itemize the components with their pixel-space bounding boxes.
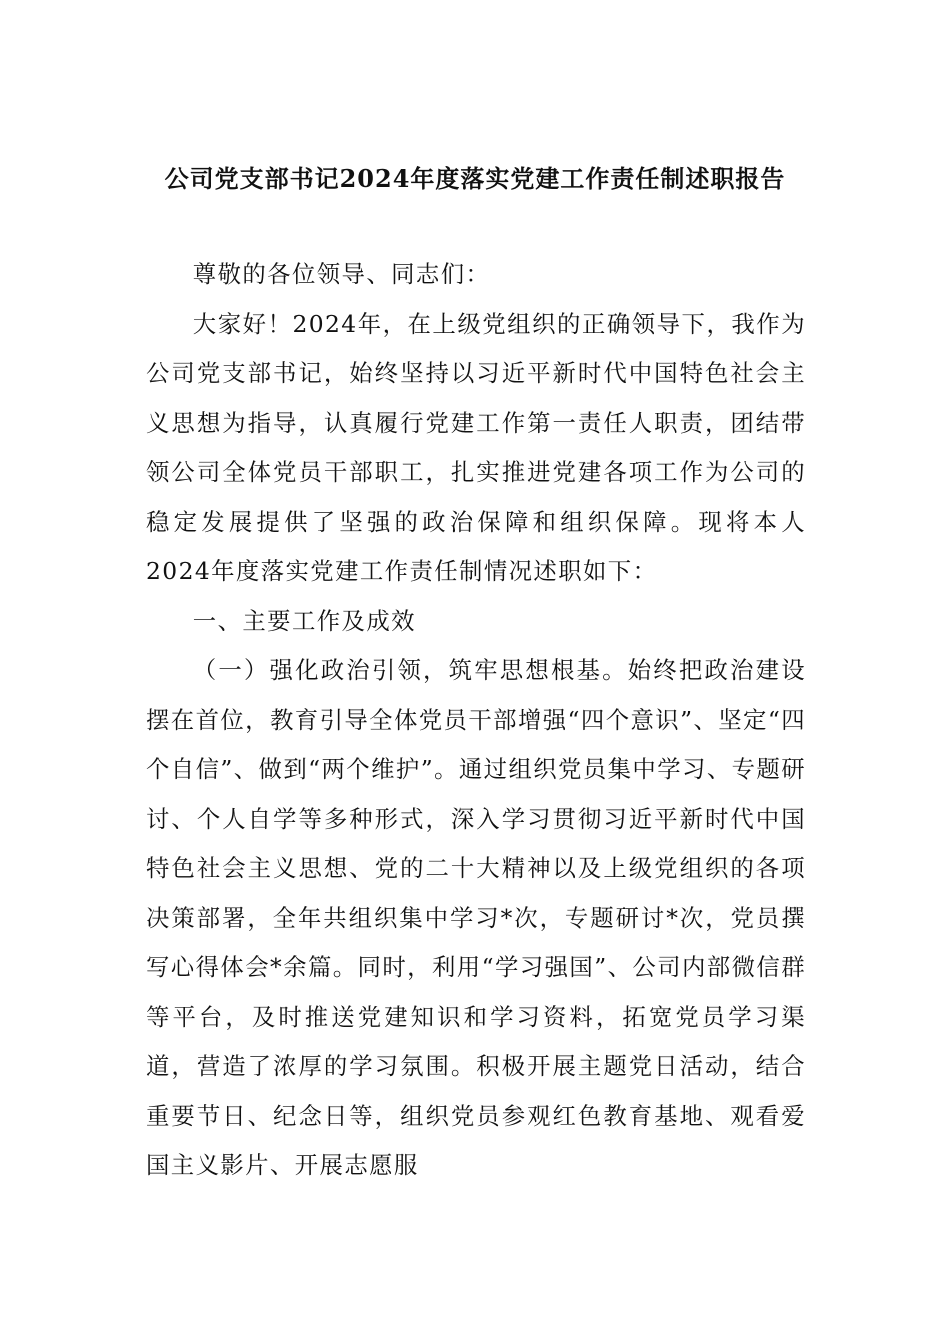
section-heading: 一、主要工作及成效 [192, 606, 416, 635]
document-body [146, 250, 806, 1191]
paragraph-political-guidance: （一）强化政治引领，筑牢思想根基。始终把政治建设摆在首位，教育引导全体党员干部增强“四个意识”、坚定“四个自信”、做到“两个维护”。通过组织党员集中学习、专题研讨、个人自学等多种形式，深入学习贯彻习近平新时代中国特色社会主义思想、党的二十大精神以及上级党组织的各项决策部署，全年共组织集中学习*次，专题研讨*次，党员撰写心得体会*余篇。同时，利用“学习强国”、公司内部微信群等平台，及时推送党建知识和学习资料，拓宽党员学习渠道，营造了浓厚的学习氛围。积极开展主题党日活动，结合重要节日、纪念日等，组织党员参观红色教育基地、观看爱国主义影片、开展志愿服 [146, 656, 806, 1179]
document-title: 公司党支部书记2024年度落实党建工作责任制述职报告 [164, 164, 786, 193]
salutation: 尊敬的各位领导、同志们： [192, 260, 491, 288]
paragraph-intro: 大家好！2024年，在上级党组织的正确领导下，我作为公司党支部书记，始终坚持以习近平新时代中国特色社会主义思想为指导，认真履行党建工作第一责任人职责，团结带领公司全体党员干部职工，扎实推进党建各项工作为公司的稳定发展提供了坚强的政治保障和组织保障。现将本人2024年度落实党建工作责任制情况述职如下： [146, 309, 806, 585]
